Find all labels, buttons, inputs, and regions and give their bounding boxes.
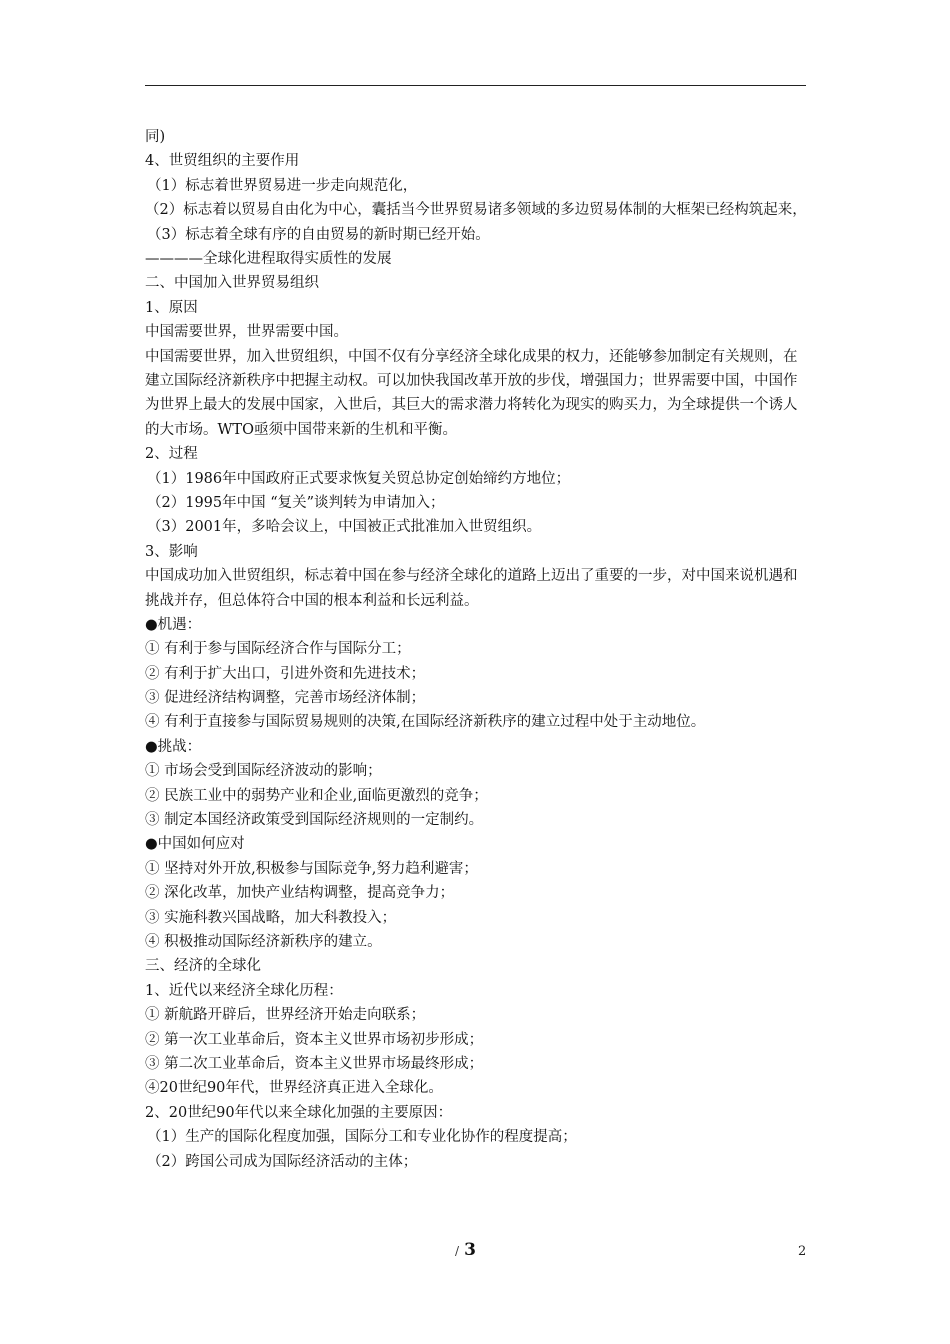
header-rule	[145, 85, 806, 86]
section-heading: 三、经济的全球化	[145, 958, 261, 975]
paragraph: 中国需要世界，加入世贸组织，中国不仅有分享经济全球化成果的权力，还能够参加制定有关规则，在建立国际经济新秩序中把握主动权。可以加快我国改革开放的步伐，增强国力；世界需要中国，中国作为世界上最大的发展中国家，入世后，其巨大的需求潜力将转化为现实的购买力，为全球提供一个诱人的大市场。WTO亟须中国带来新的生机和平衡。	[145, 348, 798, 438]
section-heading: 二、中国加入世界贸易组织	[145, 275, 319, 292]
bullet-heading: ●机遇：	[145, 616, 202, 633]
list-item: （1）生产的国际化程度加强，国际分工和专业化协作的程度提高；	[147, 1129, 577, 1146]
paragraph: 中国成功加入世贸组织，标志着中国在参与经济全球化的道路上迈出了重要的一步，对中国来说机遇和挑战并存，但总体符合中国的根本利益和长远利益。	[145, 568, 798, 609]
list-item: （1）1986年中国政府正式要求恢复关贸总协定创始缔约方地位；	[147, 470, 571, 487]
list-item: ② 第一次工业革命后，资本主义世界市场初步形成；	[145, 1031, 484, 1048]
subsection-heading: 1、近代以来经济全球化历程：	[145, 982, 343, 999]
list-item: （3）标志着全球有序的自由贸易的新时期已经开始。	[147, 226, 490, 243]
document-body	[145, 125, 810, 1174]
text-line: ————全球化进程取得实质性的发展	[145, 250, 392, 267]
list-item: ③ 实施科教兴国战略，加大科教投入；	[145, 909, 397, 926]
subsection-heading: 2、过程	[145, 446, 198, 463]
list-item: （1）标志着世界贸易进一步走向规范化，	[147, 177, 418, 194]
list-item: ③ 制定本国经济政策受到国际经济规则的一定制约。	[145, 812, 484, 829]
page-count	[455, 1240, 476, 1260]
list-item: ④ 有利于直接参与国际贸易规则的决策,在国际经济新秩序的建立过程中处于主动地位。	[145, 714, 706, 731]
list-item: ② 深化改革，加快产业结构调整，提高竞争力；	[145, 885, 455, 902]
list-item: ① 坚持对外开放,积极参与国际竞争,努力趋利避害；	[145, 860, 478, 877]
list-item: （2）1995年中国 “复关”谈判转为申请加入；	[147, 494, 445, 511]
list-item: ① 新航路开辟后，世界经济开始走向联系；	[145, 1007, 426, 1024]
list-item: ③ 第二次工业革命后，资本主义世界市场最终形成；	[145, 1055, 484, 1072]
text-line: 同)	[145, 129, 166, 145]
bullet-heading: ●挑战：	[145, 738, 202, 755]
text-line: 中国需要世界，世界需要中国。	[145, 324, 348, 341]
page-total: 3	[464, 1240, 476, 1260]
list-item: （2）标志着以贸易自由化为中心，囊括当今世界贸易诸多领域的多边贸易体制的大框架已经构筑起来，	[145, 202, 807, 219]
subsection-heading: 2、20世纪90年代以来全球化加强的主要原因：	[145, 1104, 453, 1121]
list-item: ① 有利于参与国际经济合作与国际分工；	[145, 641, 411, 658]
page-slash: /	[455, 1244, 460, 1258]
page-number: 2	[798, 1244, 807, 1259]
bullet-heading: ●中国如何应对	[145, 836, 245, 853]
list-item: ① 市场会受到国际经济波动的影响；	[145, 763, 382, 780]
list-item: ② 有利于扩大出口，引进外资和先进技术；	[145, 665, 426, 682]
list-item: （2）跨国公司成为国际经济活动的主体；	[147, 1153, 418, 1170]
list-item: ② 民族工业中的弱势产业和企业,面临更激烈的竞争；	[145, 787, 488, 804]
subsection-heading: 1、原因	[145, 299, 198, 316]
list-item: ④ 积极推动国际经济新秩序的建立。	[145, 934, 382, 950]
list-item: （3）2001年，多哈会议上，中国被正式批准加入世贸组织。	[147, 519, 542, 536]
subsection-heading: 3、影响	[145, 543, 198, 560]
section-heading: 4、世贸组织的主要作用	[145, 153, 300, 170]
list-item: ④20世纪90年代，世界经济真正进入全球化。	[145, 1080, 443, 1097]
list-item: ③ 促进经济结构调整，完善市场经济体制；	[145, 690, 426, 707]
